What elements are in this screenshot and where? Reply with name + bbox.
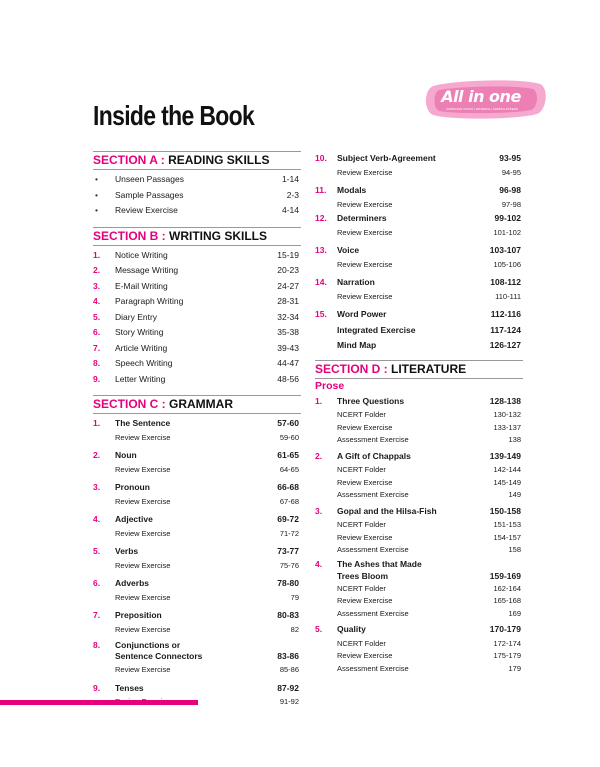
section-b-heading: SECTION B : WRITING SKILLS [93,227,301,246]
toc-subentry[interactable]: Review Exercise 67-68 [115,496,299,506]
toc-entry[interactable]: 1. Three Questions 128-138 [315,395,521,406]
toc-entry[interactable]: 3. Pronoun 66-68 [93,482,299,492]
toc-subentry[interactable]: Review Exercise 133-137 [337,422,521,432]
section-c-heading: SECTION C : GRAMMAR [93,395,301,414]
bullet-icon: • [95,205,98,215]
logo-wordmark: All in one [441,87,521,106]
toc-subentry[interactable]: Assessment Exercise 149 [337,490,521,499]
toc-entry[interactable]: 2. A Gift of Chappals 139-149 [315,450,521,461]
toc-subentry[interactable]: NCERT Folder 151-153 [337,520,521,529]
toc-entry[interactable]: 9. Letter Writing 48-56 [93,373,299,384]
logo-tagline: COMPLETE STUDY | MATERIAL | SAMPLE PAPERS [446,107,518,111]
toc-entry[interactable]: 8. Conjunctions or [93,640,181,650]
toc-entry[interactable]: 1. The Sentence 57-60 [93,418,299,428]
section-d-heading: SECTION D : LITERATURE [315,360,523,379]
prose-subheading: Prose [315,379,345,392]
toc-entry[interactable]: 5. Verbs 73-77 [93,546,299,556]
toc-entry[interactable]: 1. Notice Writing 15-19 [93,249,299,260]
toc-subentry[interactable]: Assessment Exercise 169 [337,608,521,618]
section-b-label: SECTION B [93,228,159,243]
section-a-name: READING SKILLS [168,153,270,167]
toc-subentry[interactable]: Review Exercise 75-76 [115,560,299,570]
toc-subentry[interactable]: Review Exercise 110-111 [337,291,521,301]
toc-entry[interactable]: 8. Speech Writing 44-47 [93,358,299,368]
toc-subentry[interactable]: NCERT Folder 162-164 [337,583,521,593]
toc-entry[interactable]: 4. Paragraph Writing 28-31 [93,296,299,306]
toc-entry[interactable]: 10. Subject Verb-Agreement 93-95 [315,153,521,163]
page-title: Inside the Book [93,100,255,131]
toc-entry[interactable]: Integrated Exercise 117-124 [337,324,521,335]
toc-subentry[interactable]: Review Exercise 59-60 [115,432,299,442]
toc-subentry[interactable]: Review Exercise 145-149 [337,477,521,487]
toc-subentry[interactable]: Review Exercise 97-98 [337,199,521,209]
section-d-name: LITERATURE [391,361,467,376]
toc-subentry[interactable]: Assessment Exercise 158 [337,545,521,554]
section-b-name: WRITING SKILLS [169,228,268,243]
toc-subentry[interactable]: Review Exercise 175-179 [337,651,521,660]
toc-entry[interactable]: 9. Tenses 87-92 [93,682,299,693]
section-a-heading: SECTION A : READING SKILLS [93,151,301,170]
toc-entry[interactable]: Mind Map 126-127 [337,340,521,350]
toc-subentry[interactable]: Review Exercise 101-102 [337,227,521,237]
toc-entry[interactable]: 12. Determiners 99-102 [315,213,521,223]
toc-subentry[interactable]: Review Exercise 85-86 [115,665,299,674]
toc-subentry[interactable]: NCERT Folder 172-174 [337,638,521,648]
toc-entry[interactable]: • Unseen Passages 1-14 [93,172,301,188]
toc-entry[interactable]: 11. Modals 96-98 [315,185,521,195]
toc-entry[interactable]: 15. Word Power 112-116 [315,309,521,319]
toc-entry[interactable]: 2. Message Writing 20-23 [93,265,299,275]
toc-entry[interactable]: • Sample Passages 2-3 [93,188,301,204]
section-a-label: SECTION A [93,153,158,167]
toc-subentry[interactable]: 91-92 [279,697,299,706]
toc-entry[interactable]: 7. Article Writing 39-43 [93,342,299,353]
toc-entry[interactable]: 3. E-Mail Writing 24-27 [93,280,299,291]
section-c-label: SECTION C [93,397,159,411]
toc-entry[interactable]: • Review Exercise 4-14 [93,203,301,219]
section-c-name: GRAMMAR [169,397,234,411]
toc-entry[interactable]: 13. Voice 103-107 [315,245,521,255]
toc-entry[interactable]: 14. Narration 108-112 [315,277,521,287]
toc-left-column [93,151,301,709]
bullet-icon: • [95,189,98,200]
toc-subentry[interactable]: Review Exercise 154-157 [337,532,521,542]
toc-entry[interactable]: 5. Quality 170-179 [315,624,521,634]
toc-subentry[interactable]: Review Exercise 94-95 [337,167,521,177]
toc-subentry[interactable]: Review Exercise 79 [115,592,299,602]
toc-entry[interactable]: 3. Gopal and the Hilsa-Fish 150-158 [315,505,521,516]
section-d-label: SECTION D [315,361,381,376]
toc-entry[interactable]: 4. The Ashes that Made [315,558,422,569]
all-in-one-logo [425,80,547,120]
toc-subentry[interactable]: Review Exercise 165-168 [337,596,521,605]
footer-accent-bar [0,700,198,705]
toc-entry[interactable]: 6. Story Writing 35-38 [93,327,299,337]
toc-subentry[interactable]: Review Exercise 64-65 [115,464,299,474]
bullet-icon: • [95,174,98,184]
toc-subentry[interactable]: Review Exercise 71-72 [115,528,299,538]
toc-entry[interactable]: 2. Noun 61-65 [93,450,299,460]
toc-right-column [315,151,523,675]
toc-subentry[interactable]: Review Exercise 105-106 [337,259,521,269]
toc-subentry[interactable]: Review Exercise 82 [115,624,299,634]
toc-entry[interactable]: 4. Adjective 69-72 [93,514,299,524]
toc-entry[interactable]: 5. Diary Entry 32-34 [93,311,299,322]
toc-subentry[interactable]: Assessment Exercise 138 [337,435,521,444]
toc-subentry[interactable]: NCERT Folder 142-144 [337,465,521,474]
toc-subentry[interactable]: Assessment Exercise 179 [337,663,521,673]
toc-entry[interactable]: 6. Adverbs 78-80 [93,578,299,588]
toc-entry-continued[interactable]: Trees Bloom 159-169 [337,570,521,581]
toc-entry[interactable]: 7. Preposition 80-83 [93,610,299,620]
toc-subentry[interactable]: NCERT Folder 130-132 [337,410,521,419]
toc-entry-continued[interactable]: Sentence Connectors 83-86 [115,651,299,661]
